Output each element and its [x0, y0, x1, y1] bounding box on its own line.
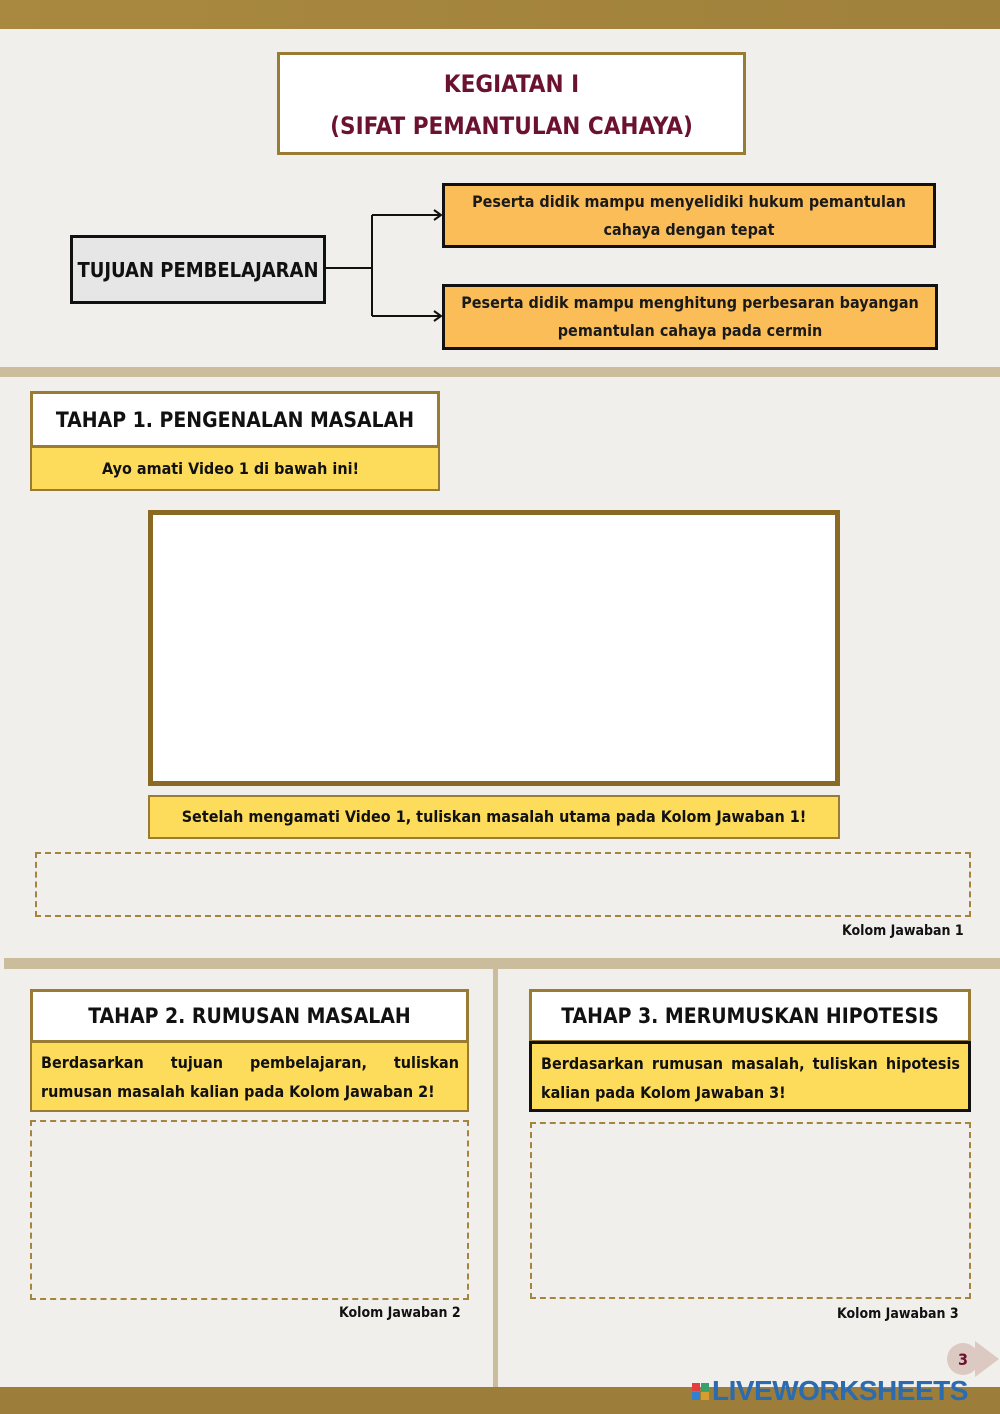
answer-label-1: Kolom Jawaban 1	[842, 923, 964, 939]
answer-label-2: Kolom Jawaban 2	[339, 1305, 461, 1321]
top-decorative-bar	[0, 0, 1000, 29]
liveworksheets-brand: LIVEWORKSHEETS	[712, 1375, 968, 1406]
learning-objectives-text: TUJUAN PEMBELAJARAN	[77, 257, 319, 282]
answer-label-3: Kolom Jawaban 3	[837, 1306, 959, 1322]
stage3-instruction: Berdasarkan rumusan masalah, tuliskan hipotesis kalian pada Kolom Jawaban 3!	[529, 1041, 971, 1112]
objective-item-2: Peserta didik mampu menghitung perbesaran bayangan pemantulan cahaya pada cermin	[442, 284, 938, 350]
answer-field-3[interactable]	[530, 1122, 971, 1299]
stage3-title: TAHAP 3. MERUMUSKAN HIPOTESIS	[529, 989, 971, 1043]
stage1-title: TAHAP 1. PENGENALAN MASALAH	[30, 391, 440, 448]
column-divider	[493, 969, 498, 1387]
answer-field-2[interactable]	[30, 1120, 469, 1300]
objective-item-1: Peserta didik mampu menyelidiki hukum pemantulan cahaya dengan tepat	[442, 183, 936, 248]
objective-connector-arrows	[324, 205, 448, 325]
stage1-instruction: Ayo amati Video 1 di bawah ini!	[30, 446, 440, 491]
activity-title-box	[277, 52, 746, 155]
stage1-after-video-instruction: Setelah mengamati Video 1, tuliskan masalah utama pada Kolom Jawaban 1!	[148, 795, 840, 839]
page-number: 3	[947, 1343, 979, 1375]
activity-subtitle: (SIFAT PEMANTULAN CAHAYA)	[330, 112, 693, 140]
learning-objectives-label	[70, 235, 326, 304]
liveworksheets-logo[interactable]	[692, 1376, 968, 1406]
liveworksheets-mark-icon	[692, 1383, 709, 1400]
activity-title: KEGIATAN I	[443, 70, 580, 98]
stage2-title: TAHAP 2. RUMUSAN MASALAH	[30, 989, 469, 1043]
answer-field-1[interactable]	[35, 852, 971, 917]
section-divider	[0, 367, 1000, 377]
stage2-instruction: Berdasarkan tujuan pembelajaran, tuliskan rumusan masalah kalian pada Kolom Jawaban 2!	[30, 1041, 469, 1112]
video-1-player[interactable]	[148, 510, 840, 786]
section-divider	[4, 958, 1000, 969]
